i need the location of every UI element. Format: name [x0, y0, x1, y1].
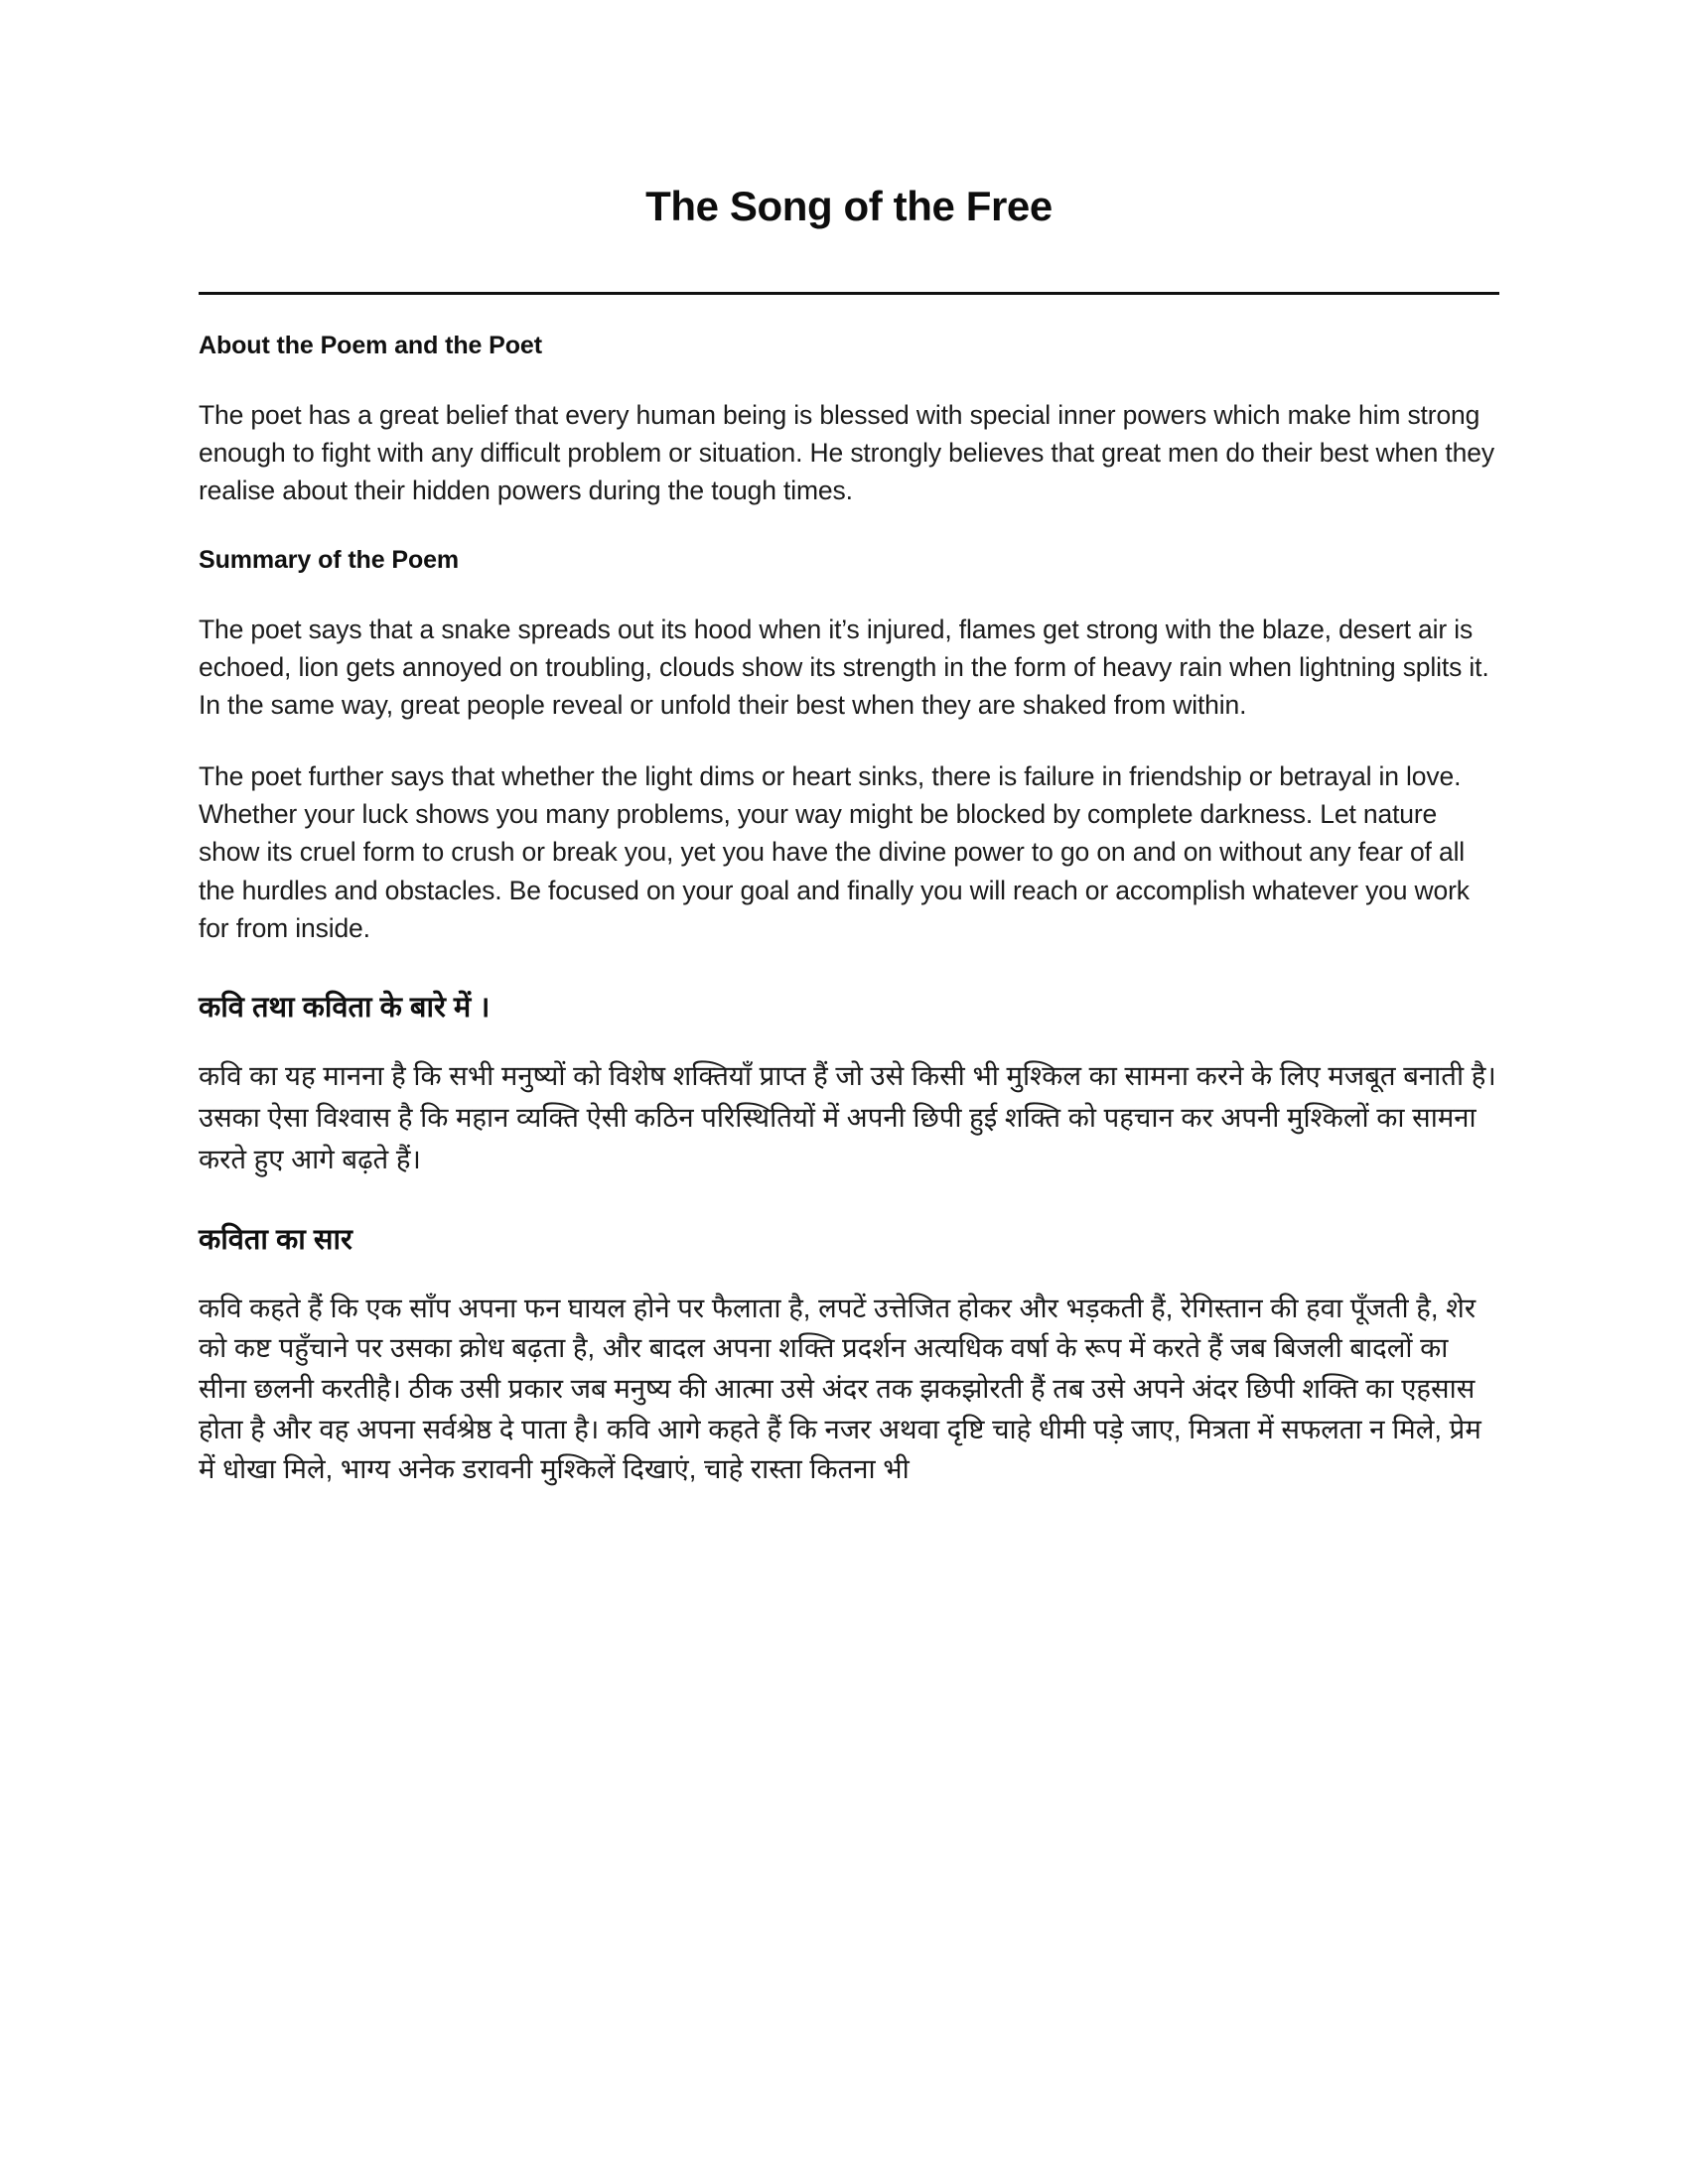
section-heading-summary: Summary of the Poem [199, 546, 460, 575]
paragraph-about-1: The poet has a great belief that every human being is blessed with special inner powers which make him strong enough to fight with any difficult problem or situation. He strongly believes that great men do their best when they realise about their hidden powers during the tough times. [199, 399, 1494, 505]
paragraph-summary-1: The poet says that a snake spreads out its hood when it’s injured, flames get strong with the blaze, desert air is echoed, lion gets annoyed on troubling, clouds show its strength in the form of heavy rain when lightning splits it. In the same way, great people reveal or unfold their best when they are shaked from within. [199, 614, 1489, 720]
document-content [199, 0, 1499, 1490]
paragraph-summary-2: The poet further says that whether the light dims or heart sinks, there is failure in friendship or betrayal in love. Whether your luck shows you many problems, your way might be blocked by complete darkness. Let nature show its cruel form to crush or break you, yet you have the divine power to go on and on without any fear of all the hurdles and obstacles. Be focused on your goal and finally you will reach or accomplish whatever you work for from inside. [199, 761, 1470, 943]
section-heading-about: About the Poem and the Poet [199, 332, 542, 360]
paragraph-hindi-summary-1: कवि कहते हैं कि एक साँप अपना फन घायल होने पर फैलाता है, लपटें उत्तेजित होकर और भड़कती हैं, रेगिस्तान की हवा पूँजती है, शेर को कष्ट पहुँचाने पर उसका क्रोध बढ़ता है, और बादल अपना शक्ति प्रदर्शन अत्यधिक वर्षा के रूप में करते हैं जब बिजली बादलों का सीना छलनी करतीहै। ठीक उसी प्रकार जब मनुष्य की आत्मा उसे अंदर तक झकझोरती हैं तब उसे अपने अंदर छिपी शक्ति का एहसास होता है और वह अपना सर्वश्रेष्ठ दे पाता है। कवि आगे कहते हैं कि नजर अथवा दृष्टि चाहे धीमी पड़े जाए, मित्रता में सफलता न मिले, प्रेम में धोखा मिले, भाग्य अनेक डरावनी मुश्किलें दिखाएं, चाहे रास्ता कितना भी [199, 1292, 1481, 1485]
section-heading-hindi-summary: कविता का सार [199, 1224, 352, 1257]
page-title: The Song of the Free [645, 183, 1053, 229]
paragraph-hindi-about-1: कवि का यह मानना है कि सभी मनुष्यों को विशेष शक्तियाँ प्राप्त हैं जो उसे किसी भी मुश्किल का सामना करने के लिए मजबूत बनाती है। उसका ऐसा विश्वास है कि महान व्यक्ति ऐसी कठिन परिस्थितियों में अपनी छिपी हुई शक्ति को पहचान कर अपनी मुश्किलों का सामना करते हुए आगे बढ़ते हैं। [199, 1060, 1496, 1174]
section-heading-hindi-about: कवि तथा कविता के बारे में । [199, 991, 491, 1024]
